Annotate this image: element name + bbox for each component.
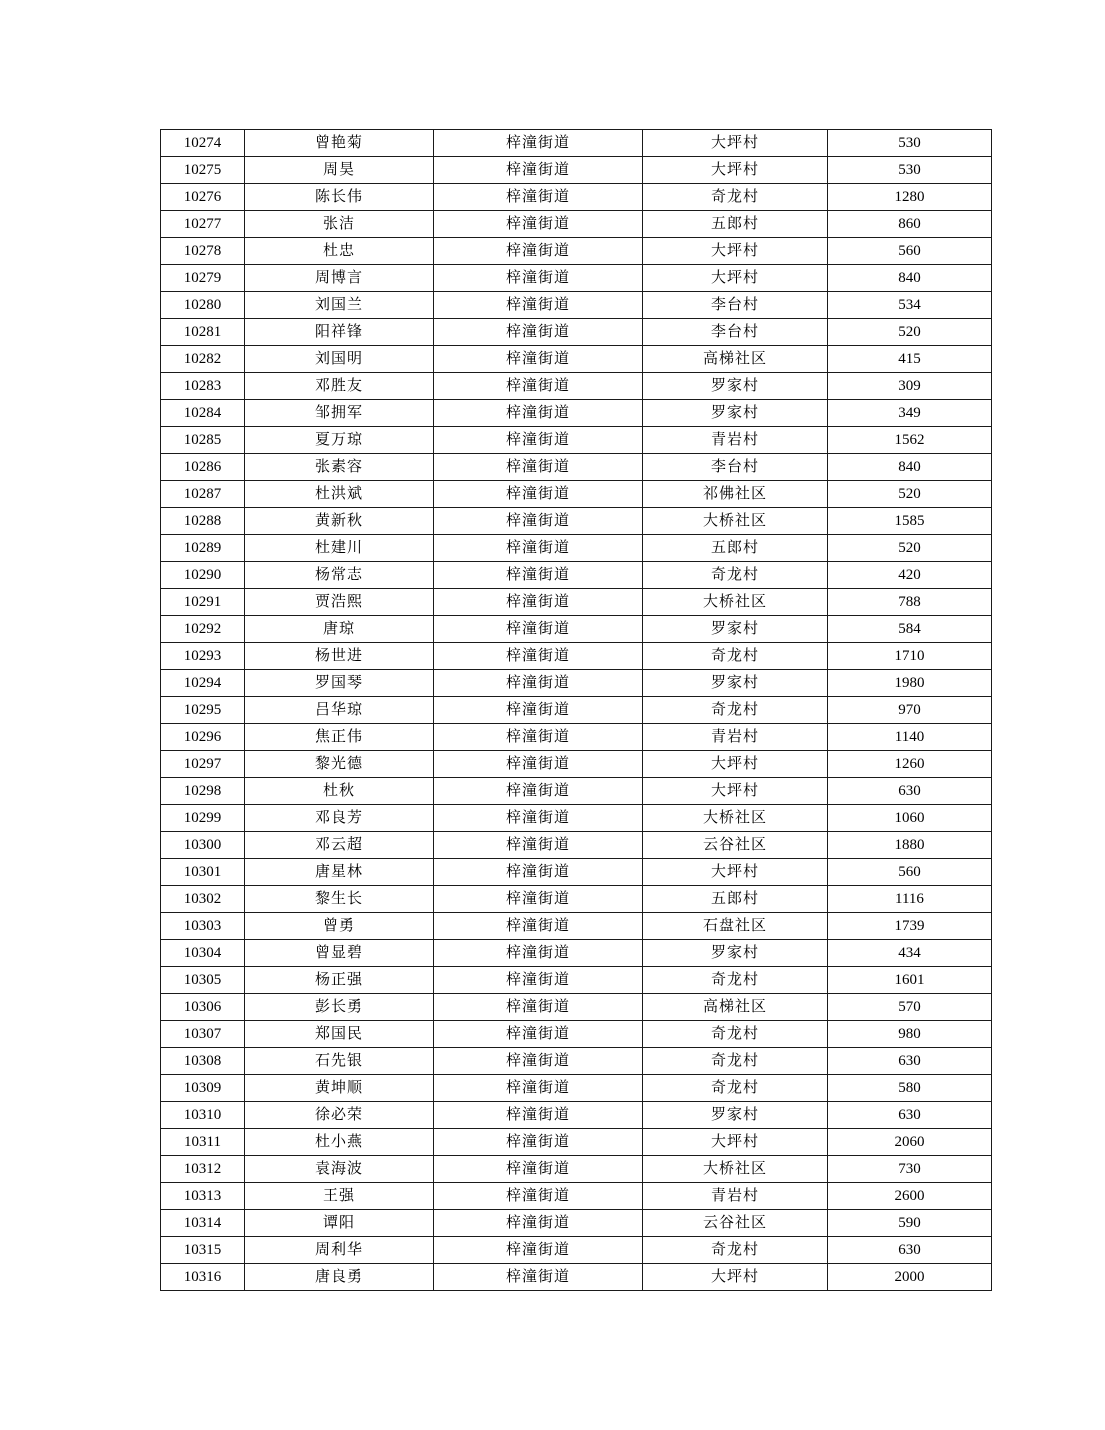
table-row [161, 967, 992, 994]
cell-street: 梓潼街道 [434, 535, 643, 562]
cell-village: 五郎村 [643, 535, 828, 562]
cell-amount: 1601 [828, 967, 992, 994]
cell-village: 大坪村 [643, 751, 828, 778]
cell-name: 杜小燕 [245, 1129, 434, 1156]
table-row [161, 184, 992, 211]
table-row [161, 994, 992, 1021]
cell-street: 梓潼街道 [434, 346, 643, 373]
cell-id: 10301 [161, 859, 245, 886]
cell-village: 高梯社区 [643, 994, 828, 1021]
table-row [161, 1237, 992, 1264]
table-row [161, 1183, 992, 1210]
cell-id: 10294 [161, 670, 245, 697]
cell-amount: 840 [828, 454, 992, 481]
cell-village: 李台村 [643, 454, 828, 481]
cell-street: 梓潼街道 [434, 211, 643, 238]
cell-amount: 630 [828, 778, 992, 805]
cell-street: 梓潼街道 [434, 994, 643, 1021]
cell-name: 黄坤顺 [245, 1075, 434, 1102]
cell-amount: 420 [828, 562, 992, 589]
cell-amount: 580 [828, 1075, 992, 1102]
cell-amount: 1060 [828, 805, 992, 832]
cell-amount: 415 [828, 346, 992, 373]
cell-name: 张洁 [245, 211, 434, 238]
cell-id: 10300 [161, 832, 245, 859]
cell-street: 梓潼街道 [434, 427, 643, 454]
cell-amount: 530 [828, 130, 992, 157]
cell-name: 唐琼 [245, 616, 434, 643]
cell-street: 梓潼街道 [434, 1048, 643, 1075]
table-row [161, 751, 992, 778]
cell-amount: 1980 [828, 670, 992, 697]
cell-village: 奇龙村 [643, 562, 828, 589]
table-row [161, 292, 992, 319]
cell-amount: 1880 [828, 832, 992, 859]
cell-amount: 590 [828, 1210, 992, 1237]
cell-name: 陈长伟 [245, 184, 434, 211]
cell-id: 10310 [161, 1102, 245, 1129]
cell-village: 罗家村 [643, 400, 828, 427]
cell-village: 大坪村 [643, 130, 828, 157]
cell-name: 周博言 [245, 265, 434, 292]
cell-name: 曾勇 [245, 913, 434, 940]
cell-id: 10312 [161, 1156, 245, 1183]
cell-amount: 349 [828, 400, 992, 427]
table-row [161, 859, 992, 886]
cell-name: 刘国明 [245, 346, 434, 373]
cell-id: 10296 [161, 724, 245, 751]
cell-street: 梓潼街道 [434, 751, 643, 778]
cell-name: 黄新秋 [245, 508, 434, 535]
cell-name: 袁海波 [245, 1156, 434, 1183]
cell-village: 石盘社区 [643, 913, 828, 940]
records-table [160, 129, 992, 1291]
cell-id: 10307 [161, 1021, 245, 1048]
cell-id: 10299 [161, 805, 245, 832]
cell-village: 罗家村 [643, 670, 828, 697]
cell-village: 大坪村 [643, 265, 828, 292]
cell-village: 青岩村 [643, 724, 828, 751]
table-row [161, 319, 992, 346]
cell-name: 石先银 [245, 1048, 434, 1075]
cell-amount: 530 [828, 157, 992, 184]
table-row [161, 1210, 992, 1237]
cell-id: 10291 [161, 589, 245, 616]
cell-name: 邹拥军 [245, 400, 434, 427]
cell-name: 黎光德 [245, 751, 434, 778]
cell-id: 10281 [161, 319, 245, 346]
cell-amount: 570 [828, 994, 992, 1021]
cell-amount: 1710 [828, 643, 992, 670]
cell-id: 10280 [161, 292, 245, 319]
cell-name: 邓良芳 [245, 805, 434, 832]
cell-street: 梓潼街道 [434, 1183, 643, 1210]
table-row [161, 1129, 992, 1156]
cell-name: 唐星林 [245, 859, 434, 886]
cell-name: 杜洪斌 [245, 481, 434, 508]
cell-street: 梓潼街道 [434, 373, 643, 400]
cell-name: 罗国琴 [245, 670, 434, 697]
cell-name: 夏万琼 [245, 427, 434, 454]
cell-name: 郑国民 [245, 1021, 434, 1048]
cell-name: 杜建川 [245, 535, 434, 562]
cell-amount: 730 [828, 1156, 992, 1183]
cell-amount: 534 [828, 292, 992, 319]
cell-street: 梓潼街道 [434, 589, 643, 616]
cell-amount: 630 [828, 1102, 992, 1129]
cell-street: 梓潼街道 [434, 940, 643, 967]
cell-id: 10303 [161, 913, 245, 940]
cell-street: 梓潼街道 [434, 481, 643, 508]
cell-name: 邓云超 [245, 832, 434, 859]
cell-village: 青岩村 [643, 1183, 828, 1210]
cell-name: 杨世进 [245, 643, 434, 670]
cell-id: 10314 [161, 1210, 245, 1237]
table-row [161, 913, 992, 940]
cell-street: 梓潼街道 [434, 319, 643, 346]
table-row [161, 832, 992, 859]
cell-name: 周利华 [245, 1237, 434, 1264]
table-row [161, 157, 992, 184]
cell-village: 罗家村 [643, 373, 828, 400]
cell-id: 10313 [161, 1183, 245, 1210]
cell-amount: 788 [828, 589, 992, 616]
cell-id: 10278 [161, 238, 245, 265]
records-table-body [161, 130, 992, 1291]
cell-street: 梓潼街道 [434, 805, 643, 832]
cell-name: 刘国兰 [245, 292, 434, 319]
cell-street: 梓潼街道 [434, 1021, 643, 1048]
cell-amount: 630 [828, 1237, 992, 1264]
cell-amount: 630 [828, 1048, 992, 1075]
cell-name: 谭阳 [245, 1210, 434, 1237]
cell-name: 张素容 [245, 454, 434, 481]
cell-village: 祁佛社区 [643, 481, 828, 508]
cell-amount: 980 [828, 1021, 992, 1048]
table-row [161, 805, 992, 832]
cell-village: 罗家村 [643, 940, 828, 967]
cell-amount: 840 [828, 265, 992, 292]
cell-amount: 520 [828, 481, 992, 508]
cell-street: 梓潼街道 [434, 454, 643, 481]
cell-village: 李台村 [643, 319, 828, 346]
cell-street: 梓潼街道 [434, 184, 643, 211]
cell-village: 大桥社区 [643, 805, 828, 832]
cell-village: 李台村 [643, 292, 828, 319]
cell-name: 周昊 [245, 157, 434, 184]
cell-id: 10289 [161, 535, 245, 562]
cell-name: 黎生长 [245, 886, 434, 913]
cell-village: 大桥社区 [643, 1156, 828, 1183]
cell-street: 梓潼街道 [434, 1102, 643, 1129]
cell-id: 10288 [161, 508, 245, 535]
cell-street: 梓潼街道 [434, 157, 643, 184]
cell-id: 10302 [161, 886, 245, 913]
cell-village: 大桥社区 [643, 508, 828, 535]
cell-amount: 584 [828, 616, 992, 643]
cell-id: 10292 [161, 616, 245, 643]
cell-village: 大坪村 [643, 157, 828, 184]
cell-amount: 860 [828, 211, 992, 238]
cell-village: 罗家村 [643, 1102, 828, 1129]
cell-id: 10287 [161, 481, 245, 508]
cell-street: 梓潼街道 [434, 1210, 643, 1237]
cell-amount: 309 [828, 373, 992, 400]
cell-id: 10297 [161, 751, 245, 778]
cell-village: 奇龙村 [643, 1048, 828, 1075]
cell-amount: 1260 [828, 751, 992, 778]
cell-id: 10286 [161, 454, 245, 481]
cell-name: 吕华琼 [245, 697, 434, 724]
cell-street: 梓潼街道 [434, 562, 643, 589]
cell-id: 10274 [161, 130, 245, 157]
cell-amount: 2600 [828, 1183, 992, 1210]
cell-id: 10285 [161, 427, 245, 454]
cell-name: 焦正伟 [245, 724, 434, 751]
table-row [161, 589, 992, 616]
cell-street: 梓潼街道 [434, 1264, 643, 1291]
cell-village: 云谷社区 [643, 832, 828, 859]
table-row [161, 346, 992, 373]
cell-id: 10284 [161, 400, 245, 427]
cell-name: 杜忠 [245, 238, 434, 265]
cell-street: 梓潼街道 [434, 886, 643, 913]
cell-street: 梓潼街道 [434, 859, 643, 886]
table-row [161, 1075, 992, 1102]
cell-id: 10279 [161, 265, 245, 292]
cell-name: 杜秋 [245, 778, 434, 805]
cell-village: 大坪村 [643, 238, 828, 265]
table-row [161, 670, 992, 697]
cell-amount: 1116 [828, 886, 992, 913]
cell-id: 10283 [161, 373, 245, 400]
cell-village: 五郎村 [643, 211, 828, 238]
cell-street: 梓潼街道 [434, 616, 643, 643]
table-row [161, 481, 992, 508]
table-row [161, 211, 992, 238]
cell-village: 大坪村 [643, 1129, 828, 1156]
cell-id: 10290 [161, 562, 245, 589]
cell-village: 五郎村 [643, 886, 828, 913]
table-row [161, 1156, 992, 1183]
table-row [161, 616, 992, 643]
table-row [161, 643, 992, 670]
table-row [161, 724, 992, 751]
cell-village: 奇龙村 [643, 1237, 828, 1264]
cell-street: 梓潼街道 [434, 400, 643, 427]
cell-village: 云谷社区 [643, 1210, 828, 1237]
cell-id: 10293 [161, 643, 245, 670]
cell-name: 杨正强 [245, 967, 434, 994]
cell-name: 阳祥锋 [245, 319, 434, 346]
cell-id: 10311 [161, 1129, 245, 1156]
cell-id: 10304 [161, 940, 245, 967]
cell-amount: 970 [828, 697, 992, 724]
cell-street: 梓潼街道 [434, 1156, 643, 1183]
cell-street: 梓潼街道 [434, 265, 643, 292]
cell-street: 梓潼街道 [434, 724, 643, 751]
table-row [161, 940, 992, 967]
cell-id: 10316 [161, 1264, 245, 1291]
cell-amount: 1739 [828, 913, 992, 940]
cell-village: 高梯社区 [643, 346, 828, 373]
cell-village: 奇龙村 [643, 184, 828, 211]
table-row [161, 238, 992, 265]
cell-id: 10295 [161, 697, 245, 724]
cell-amount: 560 [828, 859, 992, 886]
cell-amount: 1562 [828, 427, 992, 454]
table-row [161, 130, 992, 157]
cell-street: 梓潼街道 [434, 508, 643, 535]
cell-street: 梓潼街道 [434, 832, 643, 859]
cell-amount: 2060 [828, 1129, 992, 1156]
cell-amount: 2000 [828, 1264, 992, 1291]
cell-street: 梓潼街道 [434, 238, 643, 265]
cell-village: 奇龙村 [643, 1021, 828, 1048]
cell-name: 贾浩熙 [245, 589, 434, 616]
table-row [161, 562, 992, 589]
cell-name: 曾艳菊 [245, 130, 434, 157]
cell-village: 大坪村 [643, 778, 828, 805]
cell-id: 10306 [161, 994, 245, 1021]
table-row [161, 400, 992, 427]
table-row [161, 508, 992, 535]
table-row [161, 1048, 992, 1075]
cell-amount: 1140 [828, 724, 992, 751]
cell-village: 奇龙村 [643, 643, 828, 670]
cell-village: 大坪村 [643, 1264, 828, 1291]
cell-street: 梓潼街道 [434, 292, 643, 319]
table-row [161, 373, 992, 400]
table-row [161, 454, 992, 481]
cell-village: 奇龙村 [643, 1075, 828, 1102]
cell-village: 奇龙村 [643, 967, 828, 994]
cell-amount: 434 [828, 940, 992, 967]
cell-amount: 1585 [828, 508, 992, 535]
cell-street: 梓潼街道 [434, 1129, 643, 1156]
table-row [161, 427, 992, 454]
cell-name: 王强 [245, 1183, 434, 1210]
cell-amount: 1280 [828, 184, 992, 211]
cell-village: 大坪村 [643, 859, 828, 886]
table-row [161, 697, 992, 724]
cell-id: 10309 [161, 1075, 245, 1102]
table-row [161, 1021, 992, 1048]
cell-street: 梓潼街道 [434, 697, 643, 724]
cell-id: 10308 [161, 1048, 245, 1075]
cell-id: 10298 [161, 778, 245, 805]
cell-name: 曾显碧 [245, 940, 434, 967]
cell-name: 唐良勇 [245, 1264, 434, 1291]
cell-street: 梓潼街道 [434, 913, 643, 940]
cell-street: 梓潼街道 [434, 778, 643, 805]
cell-village: 奇龙村 [643, 697, 828, 724]
cell-name: 杨常志 [245, 562, 434, 589]
table-row [161, 778, 992, 805]
cell-street: 梓潼街道 [434, 967, 643, 994]
cell-street: 梓潼街道 [434, 1237, 643, 1264]
cell-name: 彭长勇 [245, 994, 434, 1021]
table-row [161, 1264, 992, 1291]
cell-id: 10276 [161, 184, 245, 211]
cell-amount: 560 [828, 238, 992, 265]
table-row [161, 265, 992, 292]
cell-id: 10277 [161, 211, 245, 238]
cell-street: 梓潼街道 [434, 670, 643, 697]
cell-id: 10305 [161, 967, 245, 994]
cell-street: 梓潼街道 [434, 130, 643, 157]
cell-amount: 520 [828, 319, 992, 346]
cell-village: 大桥社区 [643, 589, 828, 616]
table-row [161, 886, 992, 913]
table-row [161, 1102, 992, 1129]
cell-id: 10315 [161, 1237, 245, 1264]
cell-street: 梓潼街道 [434, 643, 643, 670]
cell-street: 梓潼街道 [434, 1075, 643, 1102]
cell-id: 10282 [161, 346, 245, 373]
cell-village: 青岩村 [643, 427, 828, 454]
cell-village: 罗家村 [643, 616, 828, 643]
cell-name: 徐必荣 [245, 1102, 434, 1129]
cell-amount: 520 [828, 535, 992, 562]
cell-id: 10275 [161, 157, 245, 184]
table-row [161, 535, 992, 562]
cell-name: 邓胜友 [245, 373, 434, 400]
